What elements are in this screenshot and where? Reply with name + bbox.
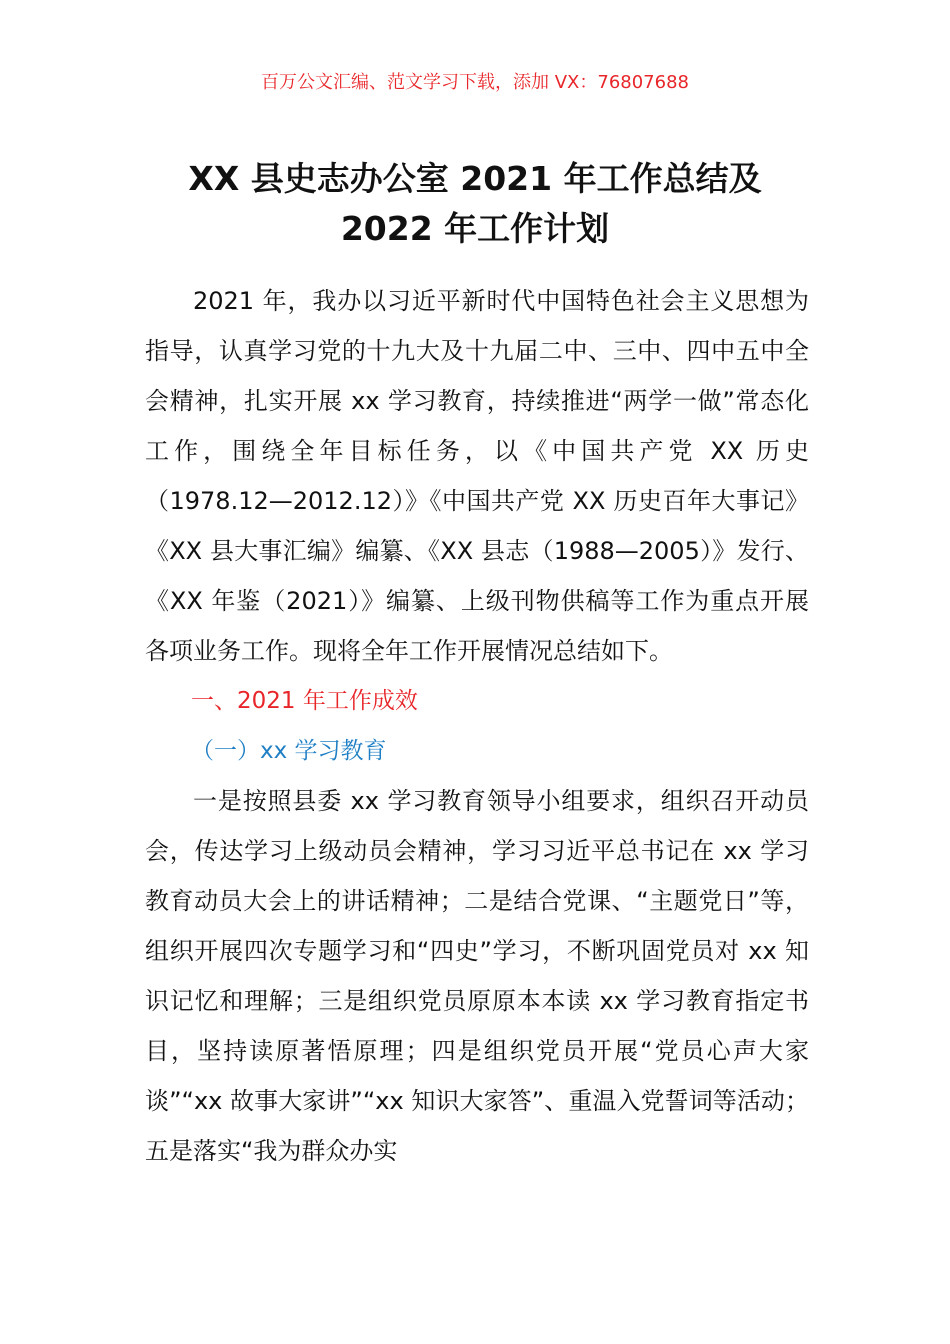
- subsection-heading: （一）xx 学习教育: [191, 738, 387, 764]
- intro-paragraph: 2021 年，我办以习近平新时代中国特色社会主义思想为指导，认真学习党的十九大及十九届二中、三中、四中五中全会精神，扎实开展 xx 学习教育，持续推进“两学一做”常态化工作，围绕全年目标任务，以《中国共产党 XX 历史（1978.12—2012.12）》《中国共产党 XX 历史百年大事记》《XX 县大事汇编》编纂、《XX 县志（1988—2005）》发行、《XX 年鉴（2021）》编纂、上级刊物供稿等工作为重点开展各项业务工作。现将全年工作开展情况总结如下。: [145, 287, 809, 665]
- document-body: [145, 276, 809, 1176]
- document-title: [0, 154, 950, 254]
- title-line-2: 2022 年工作计划: [340, 209, 610, 248]
- subsection-paragraph: 一是按照县委 xx 学习教育领导小组要求，组织召开动员会，传达学习上级动员会精神，学习习近平总书记在 xx 学习教育动员大会上的讲话精神；二是结合党课、“主题党日”等，组织开展四次专题学习和“四史”学习，不断巩固党员对 xx 知识记忆和理解；三是组织党员原原本本读 xx 学习教育指定书目，坚持读原著悟原理；四是组织党员开展“党员心声大家谈”“xx 故事大家讲”“xx 知识大家答”、重温入党誓词等活动；五是落实“我为群众办实: [145, 787, 809, 1165]
- section-heading: 一、2021 年工作成效: [191, 688, 418, 714]
- title-line-1: XX 县史志办公室 2021 年工作总结及: [188, 159, 762, 198]
- header-promo-text: 百万公文汇编、范文学习下载，添加 VX：76807688: [261, 72, 689, 93]
